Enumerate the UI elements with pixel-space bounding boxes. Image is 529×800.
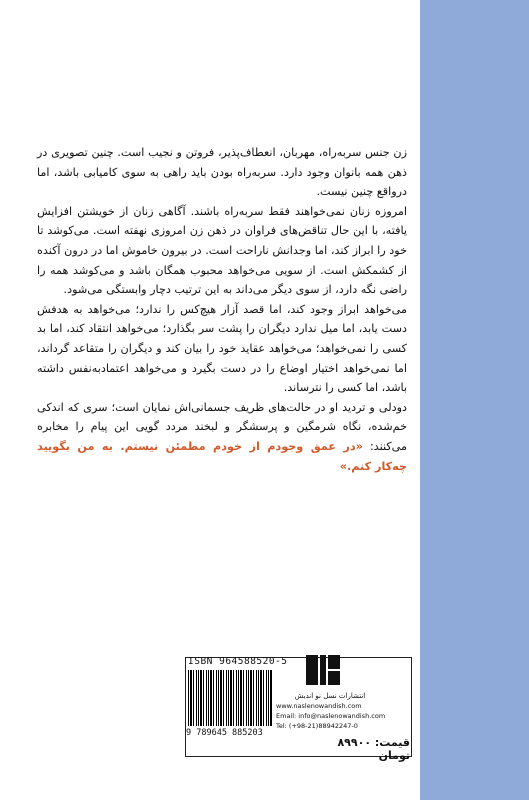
paragraph-4-text: دودلی و تردید او در حالت‌های ظریف جسمانی‌اش نمایان است؛ سری که اندکی خم‌شده، نگاه شرمگین و پرسشگر و لبخند مردد گویی این پیام را مخابره می‌کنند: bbox=[37, 400, 408, 453]
paragraph-1: زن جنس سربه‌راه، مهربان، انعطاف‌پذیر، فروتن و نجیب است. چنین تصویری در ذهن همه بانوان وجود دارد. سربه‌راه بودن باید راهی به سوی کامیابی باشد، اما درواقع چنین نیست. bbox=[37, 146, 407, 199]
paragraph-4 bbox=[37, 398, 407, 476]
barcode-digits: 9 789645 885203 bbox=[186, 728, 263, 738]
barcode-icon bbox=[188, 670, 272, 726]
paragraph-3: می‌خواهد ابراز وجود کند، اما قصد آزار هیچ‌کس را ندارد؛ می‌خواهد به هدفش دست یابد، اما میل ندارد دیگران را پشت سر بگذارد؛ می‌خواهد انتقاد کند، اما بد کسی را نمی‌خواهد؛ می‌خواهد عقاید خود را بیان کند و دیگران را متقاعد گرداند، اما نمی‌خواهد اختیار اوضاع را در دست بگیرد و می‌خواهد اعتمادبه‌نفس داشته باشد، اما کسی را نترساند. bbox=[37, 302, 407, 395]
blurb-text-block bbox=[37, 143, 407, 476]
publisher-phone: Tel: (+98-21)88942247-0 bbox=[276, 722, 358, 730]
highlight-quote: «در عمق وجودم از خودم مطمئن نیستم. به من بگویید چه‌کار کنم.» bbox=[37, 439, 407, 473]
isbn-label: ISBN 964588520-5 bbox=[188, 656, 288, 667]
paragraph-2: امروزه زنان نمی‌خواهند فقط سربه‌راه باشند. آگاهی زنان از خویشتن افزایش یافته، با این حال تناقض‌های فراوان در ذهن زن امروزی نهفته است. می‌کوشد تا خود را ابراز کند، اما وجدانش ناراحت است. در بیرون خاموش اما در درون آکنده از کشمکش است. از سویی می‌خواهد محبوب همگان باشد و می‌کوشد همه را راضی نگه دارد، از سوی دیگر می‌داند به این ترتیب دچار وابستگی می‌شود. bbox=[37, 204, 407, 297]
publisher-email: Email: info@naslenowandish.com bbox=[276, 712, 386, 720]
price-label: قیمت: ۸۹۹۰۰ تومان bbox=[337, 736, 410, 762]
blue-spine-band bbox=[420, 0, 529, 800]
publisher-name: انتشارات نسل نو اندیش bbox=[294, 692, 366, 700]
publisher-website: www.naslenowandish.com bbox=[276, 702, 362, 710]
publisher-logo-icon bbox=[300, 652, 346, 692]
